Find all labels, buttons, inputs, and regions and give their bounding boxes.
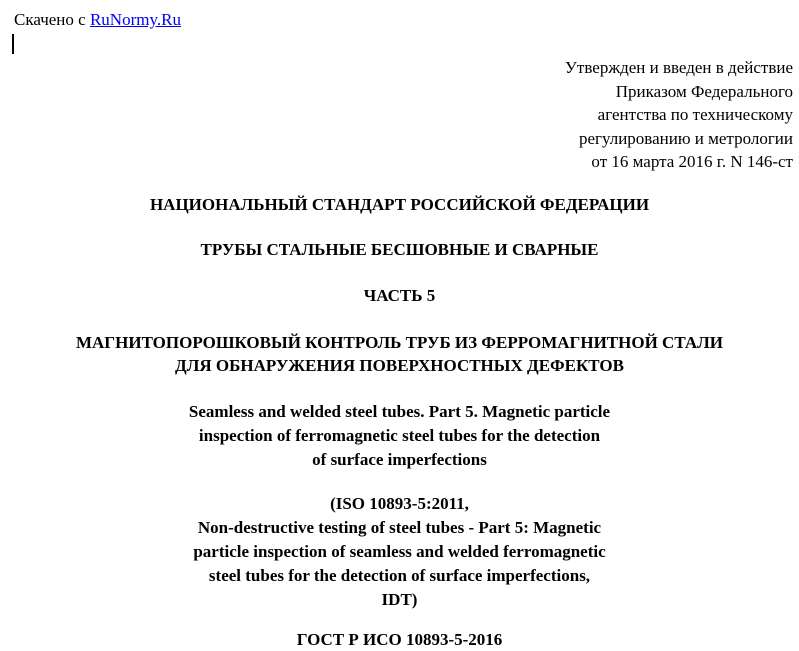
source-link[interactable]: RuNormy.Ru [89,10,181,29]
subtitle-line: МАГНИТОПОРОШКОВЫЙ КОНТРОЛЬ ТРУБ ИЗ ФЕРРОМАГНИТНОЙ СТАЛИ [75,333,723,352]
iso-line: Non-destructive testing of steel tubes - Part 5: Magnetic [197,518,602,537]
standard-designation [0,628,799,651]
standard-part [0,284,799,307]
approval-block [565,56,793,174]
iso-line: (ISO 10893-5:2011, [330,494,469,513]
english-title-line: of surface imperfections [312,450,487,469]
approval-line: от 16 марта 2016 г. N 146-ст [591,152,793,171]
source-line [14,9,181,31]
english-title-line: Seamless and welded steel tubes. Part 5. Magnetic particle [188,402,611,421]
approval-line: Утвержден и введен в действие [564,58,793,77]
iso-line: steel tubes for the detection of surface imperfections, [208,566,591,585]
approval-line: Приказом Федерального [615,81,793,101]
standard-type-text: НАЦИОНАЛЬНЫЙ СТАНДАРТ РОССИЙСКОЙ ФЕДЕРАЦИИ [149,195,650,214]
iso-line: particle inspection of seamless and welded ferromagnetic [193,542,606,561]
source-prefix: Скачено с [14,10,86,29]
english-title [0,400,799,472]
standard-title [0,238,799,261]
text-cursor [12,34,14,54]
iso-line: IDT) [381,590,418,609]
iso-reference [0,492,799,612]
approval-line: агентства по техническому [597,105,793,124]
english-title-line: inspection of ferromagnetic steel tubes for the detection [198,426,601,445]
standard-subtitle [0,331,799,377]
subtitle-line: ДЛЯ ОБНАРУЖЕНИЯ ПОВЕРХНОСТНЫХ ДЕФЕКТОВ [175,356,624,375]
designation-text: ГОСТ Р ИСО 10893-5-2016 [296,630,503,649]
standard-part-text: ЧАСТЬ 5 [363,286,436,305]
approval-line: регулированию и метрологии [578,128,793,148]
standard-type [0,193,799,216]
standard-title-text: ТРУБЫ СТАЛЬНЫЕ БЕСШОВНЫЕ И СВАРНЫЕ [200,240,599,259]
